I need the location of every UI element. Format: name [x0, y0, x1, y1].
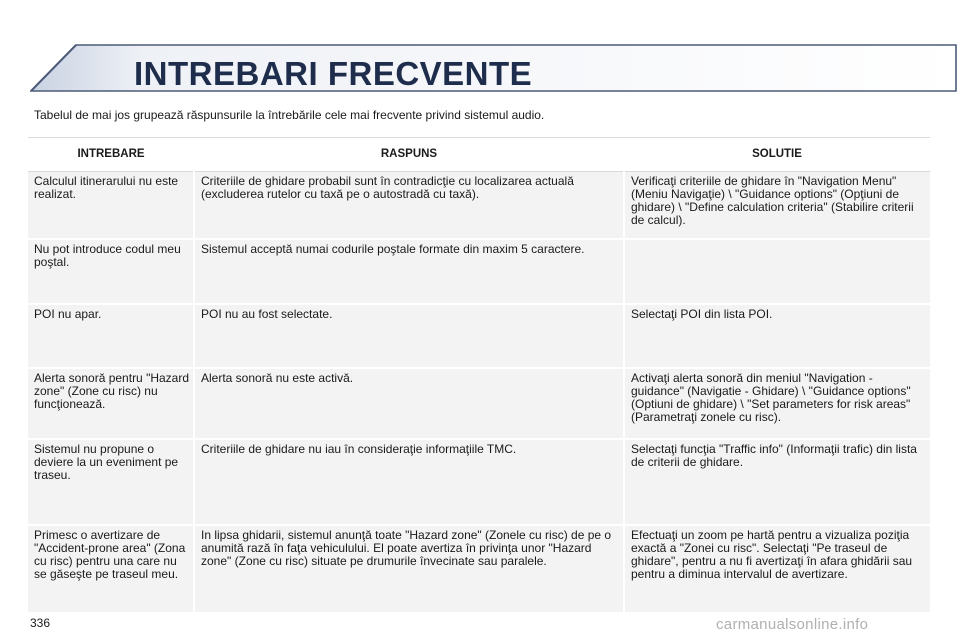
- solution-cell: Selectaţi funcţia "Traffic info" (Informaţii trafic) din lista de criterii de ghidare.: [624, 439, 930, 525]
- table-header-row: [28, 138, 930, 172]
- column-header-solution: SOLUTIE: [624, 138, 930, 172]
- table-row: [28, 239, 930, 304]
- question-cell: Nu pot introduce codul meu poştal.: [28, 239, 194, 304]
- question-cell: Alerta sonoră pentru "Hazard zone" (Zone cu risc) nu funcţionează.: [28, 368, 194, 439]
- column-header-question: INTREBARE: [28, 138, 194, 172]
- question-cell: Sistemul nu propune o deviere la un eveniment pe traseu.: [28, 439, 194, 525]
- answer-cell: Alerta sonoră nu este activă.: [194, 368, 624, 439]
- page-title: INTREBARI FRECVENTE: [134, 55, 533, 92]
- solution-cell: Selectaţi POI din lista POI.: [624, 304, 930, 368]
- table-row: [28, 439, 930, 525]
- answer-cell: Sistemul acceptă numai codurile poştale formate din maxim 5 caractere.: [194, 239, 624, 304]
- faq-table: [28, 137, 930, 614]
- intro-text: Tabelul de mai jos grupează răspunsurile la întrebările cele mai frecvente privind sistemul audio.: [34, 108, 545, 122]
- solution-cell: [624, 239, 930, 304]
- question-cell: Calculul itinerarului nu este realizat.: [28, 172, 194, 239]
- answer-cell: Criteriile de ghidare probabil sunt în contradicţie cu localizarea actuală (excluderea rutelor cu taxă pe o autostradă cu taxă).: [194, 172, 624, 239]
- question-cell: Primesc o avertizare de "Accident-prone area" (Zona cu risc) pentru una care nu se găseşte pe traseul meu.: [28, 525, 194, 613]
- solution-cell: Activaţi alerta sonoră din meniul "Navigation - guidance" (Navigatie - Ghidare) \ "Guidance options" (Optiuni de ghidare) \ "Set parameters for risk areas" (Parametraţi zonele cu risc).: [624, 368, 930, 439]
- question-cell: POI nu apar.: [28, 304, 194, 368]
- page-number: 336: [30, 616, 51, 630]
- answer-cell: POI nu au fost selectate.: [194, 304, 624, 368]
- table-row: [28, 525, 930, 613]
- answer-cell: In lipsa ghidarii, sistemul anunţă toate "Hazard zone" (Zonele cu risc) de pe o anumită rază în faţa vehiculului. El poate avertiza în privinţa unor "Hazard zone" (Zone cu risc) situate pe drumurile învecinate sau paralele.: [194, 525, 624, 613]
- answer-cell: Criteriile de ghidare nu iau în consideraţie informaţiile TMC.: [194, 439, 624, 525]
- watermark-text: carmanualsonline.info: [716, 616, 869, 633]
- table-row: [28, 368, 930, 439]
- table-row: [28, 304, 930, 368]
- solution-cell: Verificaţi criteriile de ghidare în "Navigation Menu" (Meniu Navigaţie) \ "Guidance options" (Opţiuni de ghidare) \ "Define calculation criteria" (Stabilire criterii de calcul).: [624, 172, 930, 239]
- column-header-answer: RASPUNS: [194, 138, 624, 172]
- solution-cell: Efectuaţi un zoom pe hartă pentru a vizualiza poziţia exactă a "Zonei cu risc". Selectaţi "Pe traseul de ghidare", pentru a nu fi avertizaţi în afara ghidării sau pentru a diminua intervalul de avertizare.: [624, 525, 930, 613]
- table-row: [28, 172, 930, 239]
